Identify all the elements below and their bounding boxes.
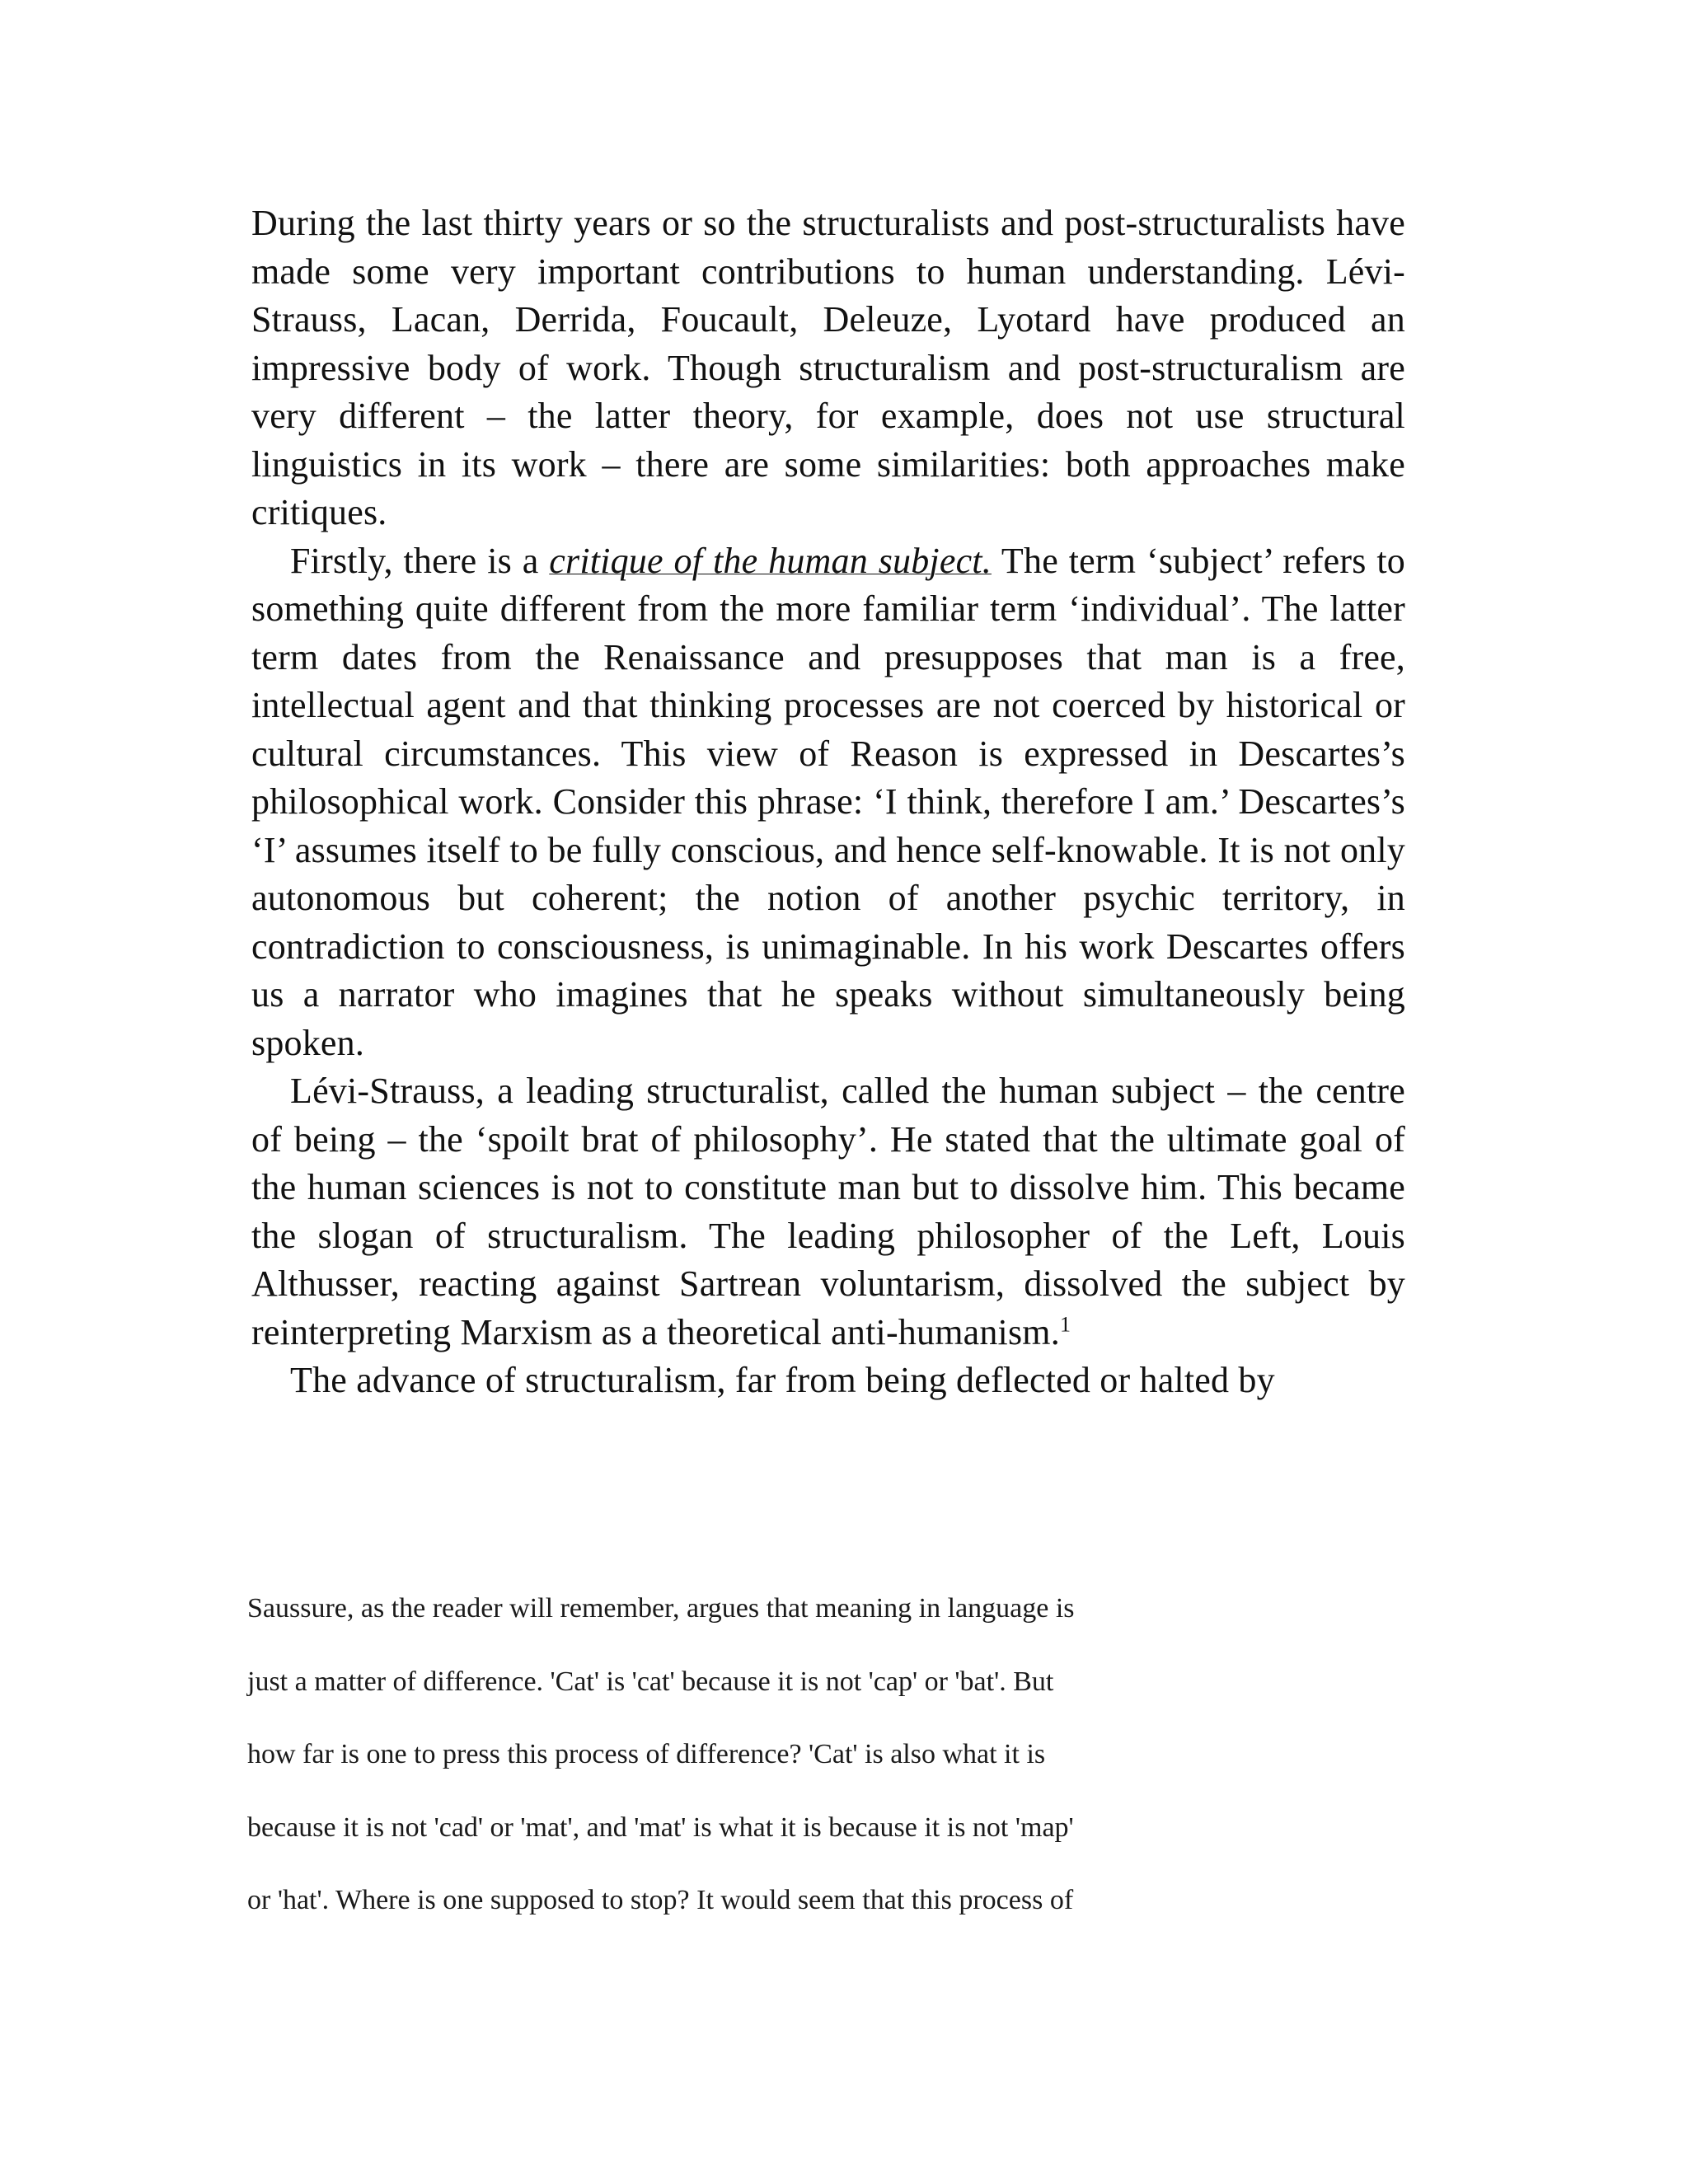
- typed-line-1: Saussure, as the reader will remember, argues that meaning in language is: [247, 1593, 1075, 1624]
- typed-quotation: [247, 1572, 1203, 1938]
- paragraph-3-body: Lévi-Strauss, a leading structuralist, called the human subject – the centre of being – the ‘spoilt brat of philosophy’. He stated that the ultimate goal of the human sciences is not to constitute man but to dissolve him. This became the slogan of structuralism. The leading philosopher of the Left, Louis Althusser, reacting against Sartrean voluntarism, dissolved the subject by reinterpreting Marxism as a theoretical anti-humanism.: [251, 1071, 1405, 1352]
- typed-line-3: how far is one to press this process of difference? 'Cat' is also what it is: [247, 1739, 1046, 1769]
- paragraph-2-lead: Firstly, there is a: [290, 540, 550, 581]
- paragraph-2-emphasis: critique of the human subject.: [549, 540, 992, 581]
- typed-line-4: because it is not 'cad' or 'mat', and 'mat' is what it is because it is not 'map': [247, 1811, 1074, 1843]
- paragraph-3: [251, 1067, 1405, 1357]
- footnote-marker: 1: [1059, 1311, 1071, 1336]
- paragraph-1: During the last thirty years or so the structuralists and post-structuralists have made some very important contributions to human understanding. Lévi-Strauss, Lacan, Derrida, Foucault, Deleuze, Lyotard have produced an impressive body of work. Though structuralism and post-structuralism are very different – the latter theory, for example, does not use structural linguistics in its work – there are some similarities: both approaches make critiques.: [251, 203, 1405, 532]
- paragraph-2: [251, 537, 1405, 1068]
- typed-line-2: just a matter of difference. 'Cat' is 'cat' because it is not 'cap' or 'bat'. But: [247, 1666, 1054, 1697]
- paragraph-2-body: The term ‘subject’ refers to something quite different from the more familiar term ‘individual’. The latter term dates from the Renaissance and presupposes that man is a free, intellectual agent and that thinking processes are not coerced by historical or cultural circumstances. This view of Reason is expressed in Descartes’s philosophical work. Consider this phrase: ‘I think, therefore I am.’ Descartes’s ‘I’ assumes itself to be fully conscious, and hence self-knowable. It is not only autonomous but coherent; the notion of another psychic territory, in contradiction to consciousness, is unimaginable. In his work Descartes offers us a narrator who imagines that he speaks without simultaneously being spoken.: [251, 540, 1405, 1063]
- scanned-book-excerpt: [251, 199, 1405, 1405]
- typed-line-5: or 'hat'. Where is one supposed to stop? It would seem that this process of: [247, 1885, 1074, 1915]
- paragraph-4: The advance of structuralism, far from being deflected or halted by: [290, 1360, 1275, 1400]
